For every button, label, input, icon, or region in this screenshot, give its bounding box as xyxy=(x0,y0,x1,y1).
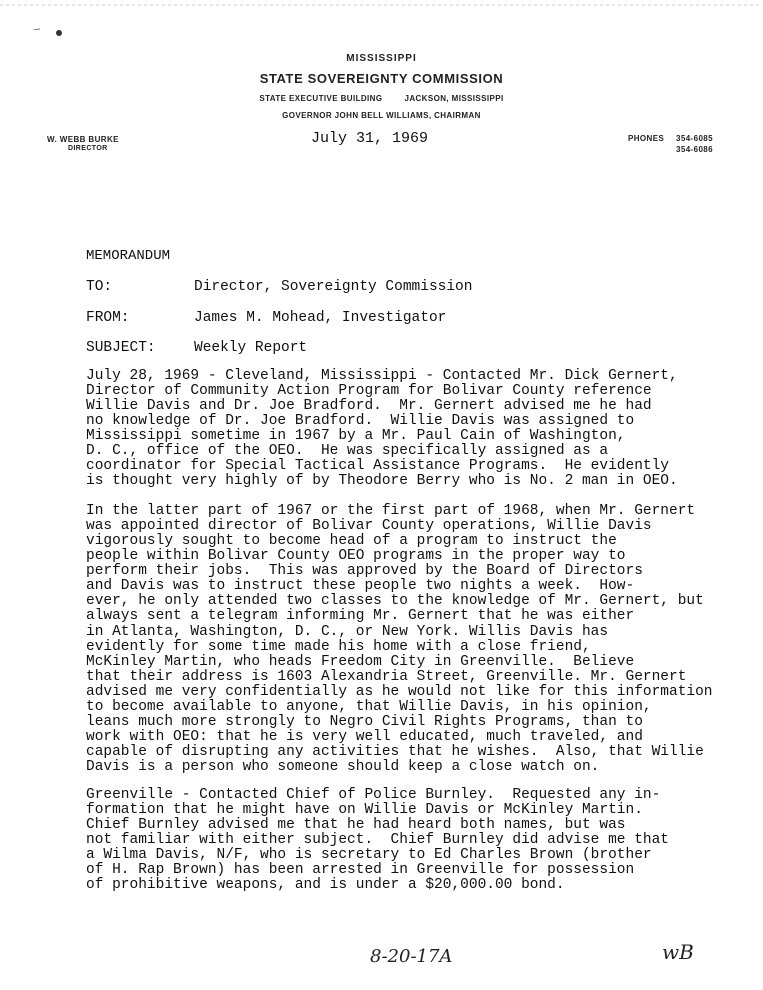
paragraph-line: evidently for some time made his home with a close friend, xyxy=(86,638,591,655)
from-label: FROM: xyxy=(86,310,130,326)
paragraph-line: was appointed director of Bolivar County operations, Willie Davis xyxy=(86,518,652,535)
paragraph-line: people within Bolivar County OEO programs in the proper way to xyxy=(86,548,626,565)
paragraph-line: always sent a telegram informing Mr. Gernert that he was either xyxy=(86,608,635,625)
paragraph-line: Davis is a person who someone should keep a close watch on. xyxy=(86,759,600,776)
paragraph-line: work with OEO: that he is very well educated, much traveled, and xyxy=(86,728,643,745)
from-value: James M. Mohead, Investigator xyxy=(194,310,447,326)
phone-number-1: 354-6085 xyxy=(676,134,714,143)
paragraph-line: D. C., office of the OEO. He was specifically assigned as a xyxy=(86,443,609,460)
letterhead-governor: GOVERNOR JOHN BELL WILLIAMS, CHAIRMAN xyxy=(282,111,481,120)
paragraph-line: and Davis was to instruct these people two nights a week. How- xyxy=(86,578,635,595)
paragraph-line: coordinator for Special Tactical Assistance Programs. He evidently xyxy=(86,458,669,475)
paragraph-line: July 28, 1969 - Cleveland, Mississippi - Contacted Mr. Dick Gernert, xyxy=(86,368,678,384)
letterhead-city: JACKSON, MISSISSIPPI xyxy=(404,94,504,103)
paragraph-line: vigorously sought to become head of a program to instruct the xyxy=(86,533,617,550)
paragraph-line: Chief Burnley advised me that he had heard both names, but was xyxy=(86,817,626,834)
phone-number-2: 354-6086 xyxy=(676,145,714,154)
phones-label: PHONES xyxy=(628,134,665,143)
paragraph-greenville xyxy=(86,788,669,893)
paragraph-line: of prohibitive weapons, and is under a $20,000.00 bond. xyxy=(86,877,565,894)
subject-label: SUBJECT: xyxy=(86,340,156,356)
director-title: DIRECTOR xyxy=(68,145,108,152)
paragraph-line: ever, he only attended two classes to the knowledge of Mr. Gernert, but xyxy=(86,593,704,610)
paragraph-line: that their address is 1603 Alexandria Street, Greenville. Mr. Gernert xyxy=(86,668,687,685)
paragraph-line: not familiar with either subject. Chief Burnley did advise me that xyxy=(86,832,669,849)
memo-heading: MEMORANDUM xyxy=(86,248,171,264)
paragraph-line: McKinley Martin, who heads Freedom City in Greenville. Believe xyxy=(86,653,635,670)
subject-value: Weekly Report xyxy=(194,340,308,356)
paragraph-line: Greenville - Contacted Chief of Police Burnley. Requested any in- xyxy=(86,787,661,803)
paragraph-line: perform their jobs. This was approved by the Board of Directors xyxy=(86,563,643,580)
paragraph-line: advised me very confidentially as he would not like for this information xyxy=(86,683,713,700)
to-value: Director, Sovereignty Commission xyxy=(194,279,473,295)
stray-mark xyxy=(56,30,62,36)
paragraph-line: Director of Community Action Program for Bolivar County reference xyxy=(86,383,652,400)
letterhead-state: MISSISSIPPI xyxy=(346,53,417,64)
letterhead-building: STATE EXECUTIVE BUILDING xyxy=(259,94,383,103)
paragraph-line: no knowledge of Dr. Joe Bradford. Willie Davis was assigned to xyxy=(86,413,635,430)
paragraph-line: of H. Rap Brown) has been arrested in Greenville for possession xyxy=(86,862,635,879)
paragraph-line: Mississippi sometime in 1967 by a Mr. Paul Cain of Washington, xyxy=(86,428,626,445)
director-name: W. WEBB BURKE xyxy=(47,135,119,144)
paragraph-line: in Atlanta, Washington, D. C., or New York. Willis Davis has xyxy=(86,623,609,640)
letterhead-address xyxy=(0,94,763,103)
to-label: TO: xyxy=(86,279,113,295)
paragraph-line: Willie Davis and Dr. Joe Bradford. Mr. Gernert advised me he had xyxy=(86,398,652,415)
paragraph-gernert xyxy=(86,504,713,775)
top-edge-marks xyxy=(0,0,763,30)
paragraph-line: leans much more strongly to Negro Civil Rights Programs, than to xyxy=(86,713,643,730)
handwritten-initials: wB xyxy=(662,940,694,964)
memo-date: July 31, 1969 xyxy=(311,130,429,147)
paragraph-line: a Wilma Davis, N/F, who is secretary to Ed Charles Brown (brother xyxy=(86,847,652,864)
paragraph-cleveland xyxy=(86,369,678,490)
paragraph-line: is thought very highly of by Theodore Berry who is No. 2 man in OEO. xyxy=(86,473,678,490)
paragraph-line: to become available to anyone, that Willie Davis, in his opinion, xyxy=(86,698,652,715)
paragraph-line: In the latter part of 1967 or the first part of 1968, when Mr. Gernert xyxy=(86,503,696,519)
letterhead-commission: STATE SOVEREIGNTY COMMISSION xyxy=(259,71,504,86)
paragraph-line: capable of disrupting any activities that he wishes. Also, that Willie xyxy=(86,744,704,760)
handwritten-file-number: 8-20-17A xyxy=(370,946,453,967)
paragraph-line: formation that he might have on Willie Davis or McKinley Martin. xyxy=(86,802,643,819)
